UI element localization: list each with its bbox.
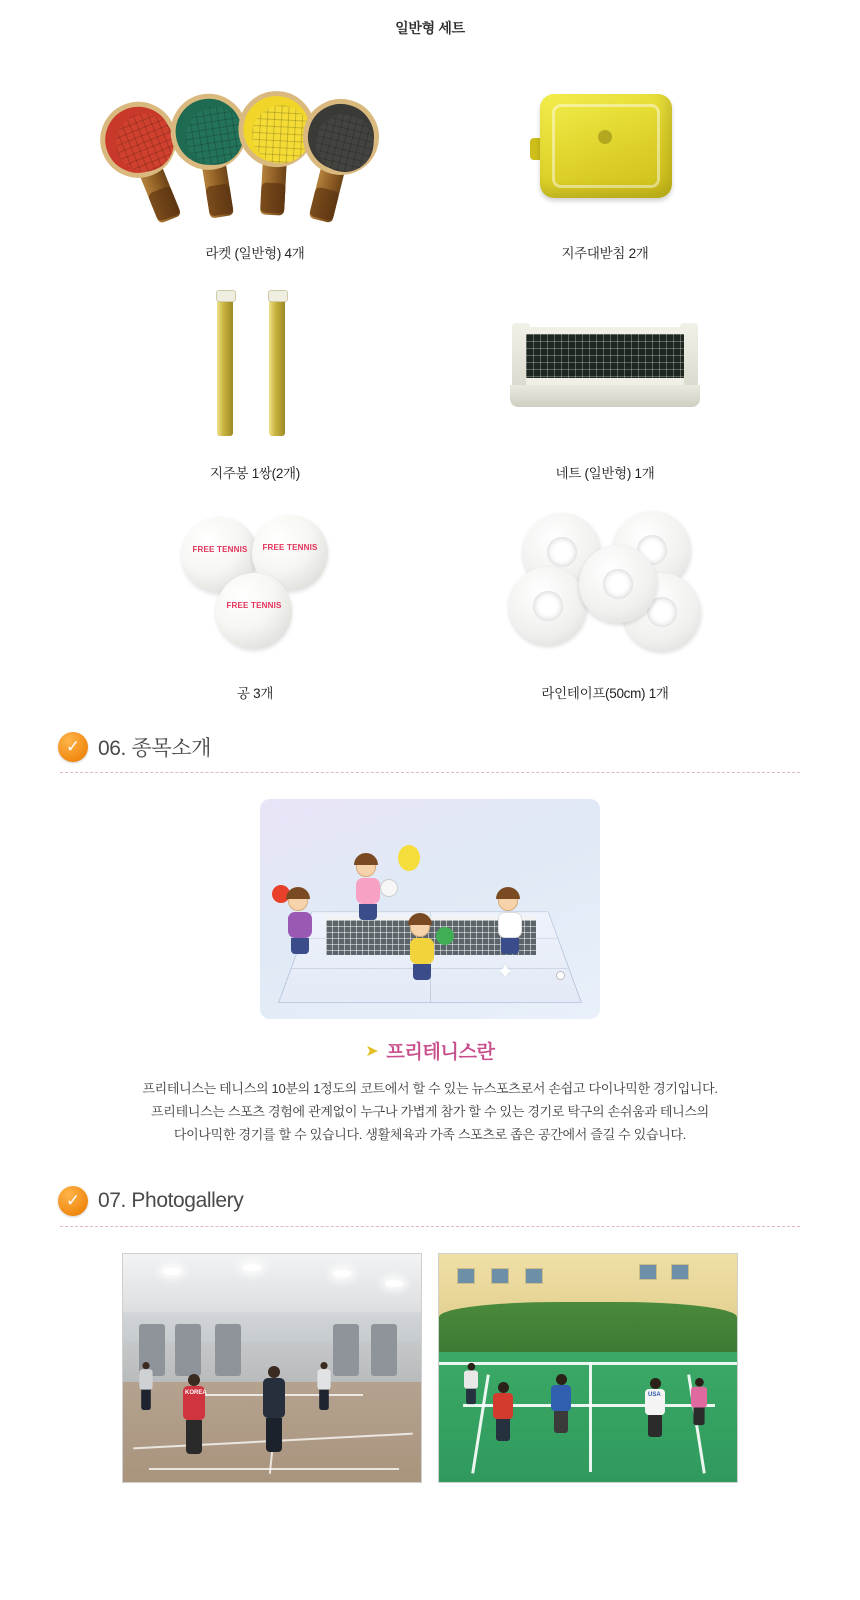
description-line: 프리테니스는 스포츠 경험에 관계없이 누구나 가볍게 참가 할 수 있는 경기로 탁구의 손쉬움과 테니스의 <box>151 1103 709 1119</box>
impact-spark-icon: ✦ <box>496 959 515 984</box>
player-figure <box>263 1366 285 1452</box>
player-figure <box>410 917 434 980</box>
set-item-net <box>430 276 780 496</box>
ball <box>216 573 292 649</box>
indoor-gym-photo[interactable] <box>122 1253 422 1483</box>
player-figure <box>551 1374 571 1433</box>
player-figure <box>691 1378 707 1425</box>
player-figure <box>139 1362 152 1410</box>
paddle-green-icon <box>436 927 454 945</box>
section-divider <box>60 772 800 773</box>
player-figure <box>498 891 522 954</box>
paddle-white-icon <box>380 879 398 897</box>
base-box-image <box>430 56 780 236</box>
rackets-illustration <box>125 71 385 221</box>
line-tape-image <box>430 496 780 676</box>
set-item-base <box>430 56 780 276</box>
set-item-caption: 지주봉 1쌍(2개) <box>210 466 300 481</box>
set-item-tape <box>430 496 780 716</box>
set-item-balls <box>80 496 430 716</box>
photo-gallery <box>110 1253 750 1483</box>
free-tennis-illustration <box>260 799 600 1019</box>
free-tennis-description <box>100 1078 760 1146</box>
balls-image <box>80 496 430 676</box>
player-figure <box>317 1362 330 1410</box>
section-header-gallery <box>50 1186 810 1216</box>
jersey-text: KOREA <box>185 1390 207 1397</box>
player-figure <box>183 1374 205 1454</box>
free-tennis-subtitle-text: 프리테니스란 <box>386 1042 495 1063</box>
poles-illustration <box>195 286 315 446</box>
set-item-caption: 지주대받침 2개 <box>561 246 649 261</box>
section-divider <box>60 1226 800 1227</box>
player-figure <box>493 1382 513 1441</box>
section-title-gallery: 07. Photogallery <box>98 1189 244 1213</box>
set-item-poles <box>80 276 430 496</box>
balloon-icon <box>398 845 420 871</box>
net-image <box>430 276 780 456</box>
set-item-caption: 라켓 (일반형) 4개 <box>205 246 305 261</box>
description-line: 프리테니스는 테니스의 10분의 1정도의 코트에서 할 수 있는 뉴스포츠로서 손쉽고 다이나믹한 경기입니다. <box>142 1081 718 1096</box>
poles-image <box>80 276 430 456</box>
line-tape-illustration <box>505 511 705 661</box>
ball-label: FREE TENNIS <box>226 601 282 610</box>
balls-illustration <box>160 511 350 661</box>
set-item-rackets <box>80 56 430 276</box>
description-line: 다이나믹한 경기를 할 수 있습니다. 생활체육과 가족 스포츠로 좁은 공간에서 즐길 수 있습니다. <box>173 1126 687 1142</box>
check-icon: ✓ <box>58 732 88 762</box>
section-title-intro: 06. 종목소개 <box>98 737 211 760</box>
section-header-intro <box>50 732 810 762</box>
set-title: 일반형 세트 <box>395 20 465 36</box>
player-figure <box>356 857 380 920</box>
base-box-illustration <box>530 86 680 206</box>
outdoor-court-photo[interactable] <box>438 1253 738 1483</box>
ball-label: FREE TENNIS <box>262 543 318 552</box>
player-figure <box>464 1363 478 1404</box>
set-item-grid <box>80 56 780 716</box>
rackets-image <box>80 56 430 236</box>
free-tennis-subtitle <box>0 1037 860 1064</box>
set-item-caption: 네트 (일반형) 1개 <box>555 466 655 481</box>
set-item-caption: 공 3개 <box>236 686 274 701</box>
player-figure <box>288 891 312 954</box>
player-figure <box>645 1378 665 1437</box>
jersey-text: USA <box>648 1392 661 1399</box>
net-illustration <box>510 311 700 421</box>
check-icon: ✓ <box>58 1186 88 1216</box>
arrow-right-icon: ➤ <box>365 1042 379 1060</box>
ball-label: FREE TENNIS <box>192 545 248 554</box>
set-item-caption: 라인테이프(50cm) 1개 <box>541 686 669 701</box>
ball-icon <box>556 971 565 980</box>
